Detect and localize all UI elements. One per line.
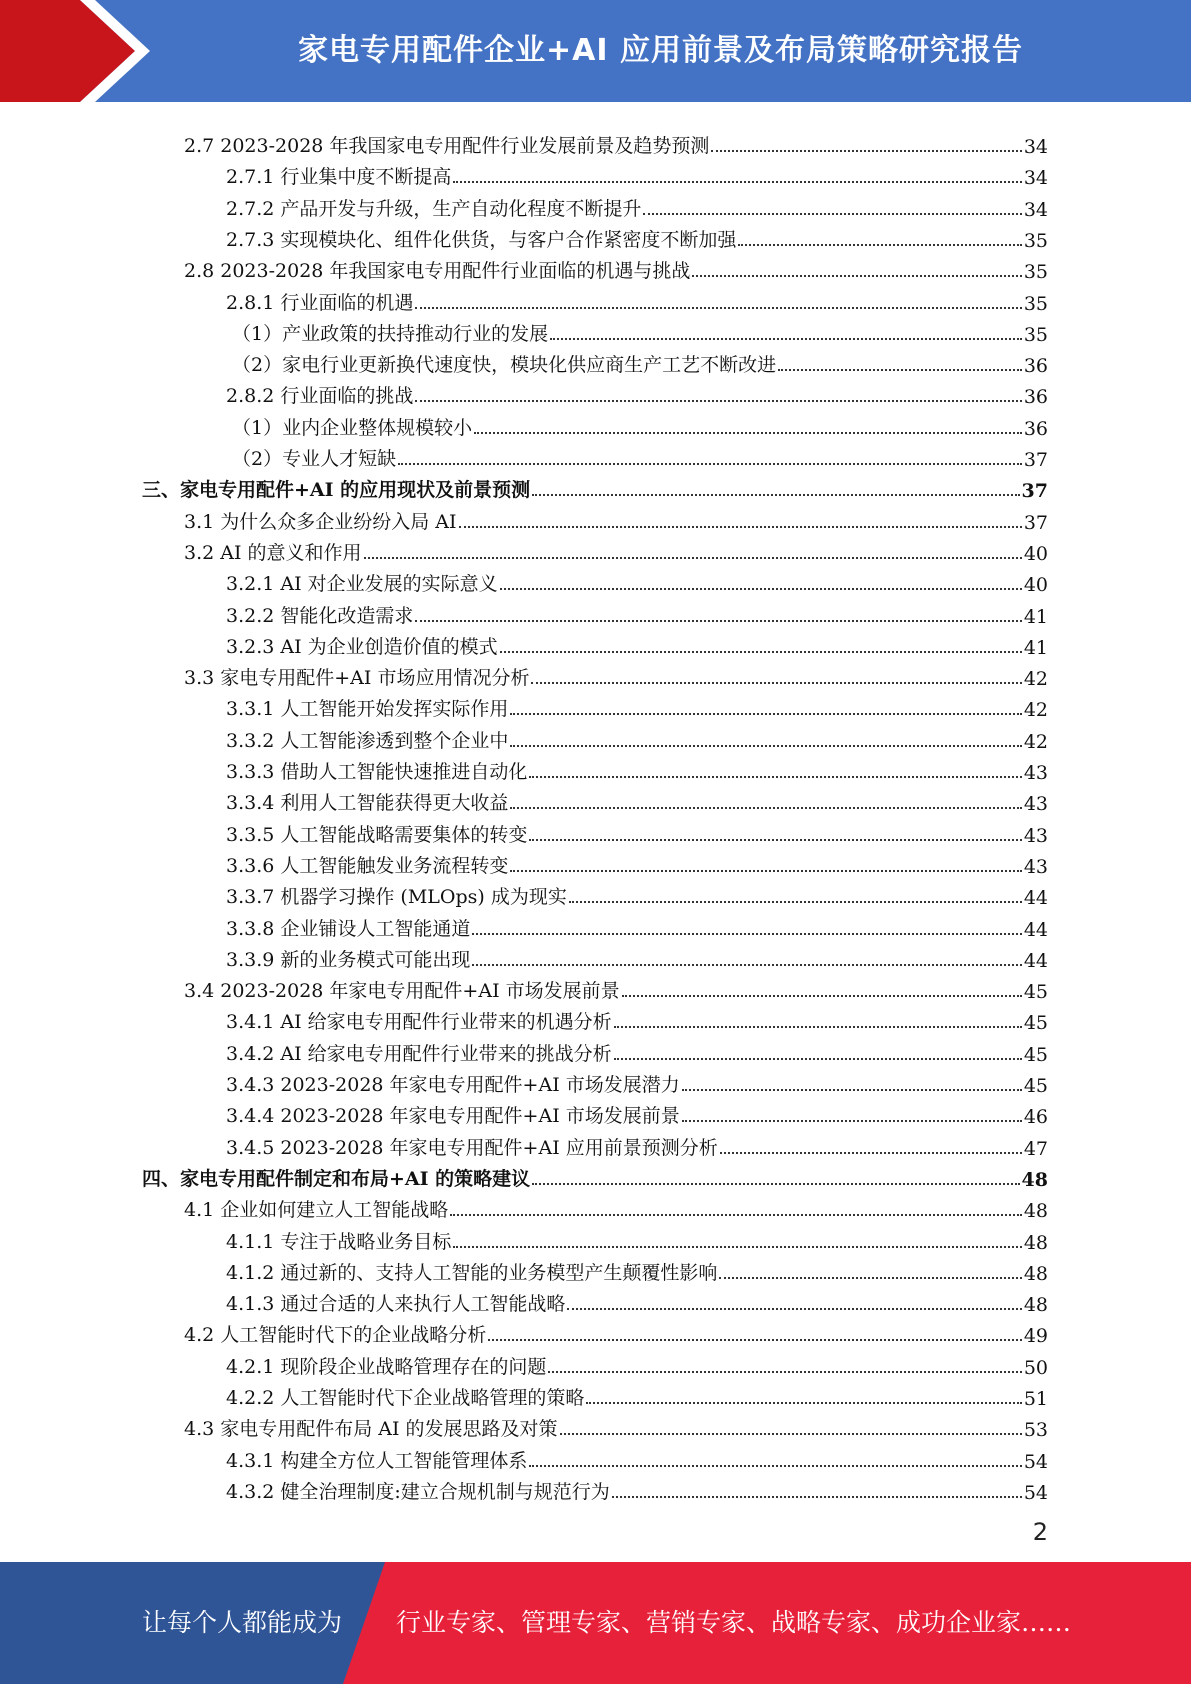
- toc-entry[interactable]: [226, 753, 1048, 784]
- toc-entry-page: 42: [1023, 730, 1048, 753]
- toc-entry-page: 43: [1023, 793, 1048, 816]
- toc-entry[interactable]: [226, 158, 1048, 189]
- toc-entry-page: 41: [1023, 636, 1048, 659]
- toc-leader-dots: [453, 181, 1021, 183]
- toc-entry-page: 46: [1023, 1106, 1048, 1129]
- toc-entry-label: 2.8.1 行业面临的机遇: [226, 291, 414, 314]
- toc-entry-label: 2.8.2 行业面临的挑战: [226, 385, 414, 408]
- toc-entry-page: 40: [1023, 542, 1048, 565]
- toc-entry-page: 37: [1023, 449, 1048, 471]
- toc-entry[interactable]: [142, 1160, 1048, 1191]
- footer-slogan-left: 让每个人都能成为: [142, 1608, 343, 1637]
- toc-entry[interactable]: [226, 941, 1048, 972]
- toc-leader-dots: [548, 1371, 1021, 1373]
- toc-leader-dots: [472, 964, 1021, 966]
- toc-entry[interactable]: [232, 346, 1048, 377]
- toc-entry-page: 37: [1023, 511, 1048, 534]
- toc-entry[interactable]: [226, 1223, 1048, 1254]
- toc-entry-label: 2.8 2023-2028 年我国家电专用配件行业面临的机遇与挑战: [184, 260, 691, 283]
- toc-leader-dots: [612, 1496, 1022, 1498]
- toc-entry[interactable]: [226, 722, 1048, 753]
- toc-entry[interactable]: [184, 503, 1048, 534]
- toc-entry-page: 40: [1023, 574, 1048, 597]
- toc-entry[interactable]: [226, 377, 1048, 408]
- footer-slogan-right: 行业专家、管理专家、营销专家、战略专家、成功企业家……: [396, 1608, 1072, 1637]
- toc-leader-dots: [532, 1183, 1019, 1185]
- toc-entry-label: 3.3.3 借助人工智能快速推进自动化: [226, 761, 528, 783]
- toc-leader-dots: [529, 1465, 1021, 1467]
- toc-entry[interactable]: [226, 284, 1048, 315]
- toc-leader-dots: [510, 807, 1021, 809]
- toc-leader-dots: [529, 839, 1021, 841]
- toc-entry[interactable]: [226, 847, 1048, 878]
- toc-leader-dots: [682, 1089, 1022, 1091]
- toc-entry[interactable]: [226, 1129, 1048, 1160]
- toc-leader-dots: [778, 369, 1022, 371]
- toc-entry-page: 50: [1023, 1356, 1048, 1379]
- page-number: 2: [1032, 1518, 1048, 1546]
- toc-entry-label: 4.2.1 现阶段企业战略管理存在的问题: [226, 1355, 547, 1378]
- toc-entry-label: 4.3 家电专用配件布局 AI 的发展思路及对策: [184, 1418, 558, 1441]
- toc-entry[interactable]: [226, 1442, 1048, 1473]
- toc-entry-page: 42: [1023, 699, 1048, 722]
- toc-entry-page: 35: [1023, 292, 1048, 315]
- toc-entry[interactable]: [226, 1097, 1048, 1128]
- toc-entry-page: 54: [1023, 1450, 1048, 1473]
- toc-leader-dots: [474, 432, 1022, 434]
- toc-entry[interactable]: [184, 1410, 1048, 1441]
- toc-entry-page: 34: [1023, 136, 1048, 158]
- toc-entry-page: 49: [1023, 1325, 1048, 1348]
- report-title: 家电专用配件企业+AI 应用前景及布局策略研究报告: [298, 33, 1023, 68]
- toc-entry-page: 45: [1023, 1043, 1048, 1066]
- toc-entry[interactable]: [226, 1285, 1048, 1316]
- toc-entry-page: 48: [1023, 1231, 1048, 1254]
- toc-leader-dots: [622, 995, 1022, 997]
- toc-entry-label: 4.2 人工智能时代下的企业战略分析: [184, 1324, 487, 1347]
- toc-entry[interactable]: [232, 315, 1048, 346]
- toc-leader-dots: [569, 901, 1022, 903]
- toc-entry[interactable]: [184, 1191, 1048, 1222]
- toc-entry-label: 2.7.2 产品开发与升级，生产自动化程度不断提升: [226, 197, 642, 220]
- toc-leader-dots: [614, 1058, 1022, 1060]
- toc-entry[interactable]: [226, 910, 1048, 941]
- toc-entry-page: 35: [1023, 229, 1048, 252]
- toc-entry-page: 42: [1023, 668, 1048, 691]
- toc-entry-page: 36: [1023, 417, 1048, 440]
- toc-entry-label: 3.4.4 2023-2028 年家电专用配件+AI 市场发展前景: [226, 1105, 680, 1128]
- toc-leader-dots: [711, 150, 1021, 152]
- toc-entry[interactable]: [226, 878, 1048, 909]
- toc-leader-dots: [719, 1277, 1021, 1279]
- toc-entry[interactable]: [142, 471, 1048, 502]
- toc-leader-dots: [550, 338, 1022, 340]
- toc-entry-label: 2.7.3 实现模块化、组件化供货，与客户合作紧密度不断加强: [226, 228, 737, 251]
- toc-entry[interactable]: [226, 1379, 1048, 1410]
- toc-leader-dots: [450, 1214, 1022, 1216]
- toc-entry[interactable]: [226, 1003, 1048, 1034]
- toc-entry-label: 3.3.7 机器学习操作 (MLOps) 成为现实: [226, 886, 567, 909]
- toc-leader-dots: [453, 1246, 1021, 1248]
- toc-entry-label: 4.1.2 通过新的、支持人工智能的业务模型产生颠覆性影响: [226, 1261, 718, 1284]
- toc-entry-page: 44: [1023, 918, 1048, 941]
- toc-entry-page: 48: [1023, 1294, 1048, 1317]
- toc-entry-page: 45: [1023, 1075, 1048, 1097]
- toc-entry-page: 43: [1023, 824, 1048, 847]
- toc-entry-label: 4.1 企业如何建立人工智能战略: [184, 1199, 449, 1222]
- toc-entry-label: （2）家电行业更新换代速度快，模块化供应商生产工艺不断改进: [232, 354, 777, 377]
- toc-entry-page: 45: [1023, 1012, 1048, 1035]
- toc-leader-dots: [398, 463, 1022, 465]
- toc-entry-label: 3.3 家电专用配件+AI 市场应用情况分析: [184, 667, 530, 690]
- toc-entry[interactable]: [226, 628, 1048, 659]
- toc-entry-label: 3.1 为什么众多企业纷纷入局 AI: [184, 510, 457, 533]
- toc-entry-label: 3.3.9 新的业务模式可能出现: [226, 948, 471, 971]
- toc-leader-dots: [364, 557, 1022, 559]
- toc-entry[interactable]: [226, 690, 1048, 721]
- toc-leader-dots: [415, 620, 1021, 622]
- toc-leader-dots: [529, 776, 1021, 778]
- toc-entry[interactable]: [232, 440, 1048, 471]
- toc-entry-label: 4.3.1 构建全方位人工智能管理体系: [226, 1449, 528, 1472]
- toc-leader-dots: [472, 933, 1021, 935]
- toc-entry[interactable]: [226, 597, 1048, 628]
- toc-leader-dots: [682, 1120, 1022, 1122]
- toc-entry-label: 4.2.2 人工智能时代下企业战略管理的策略: [226, 1387, 585, 1409]
- toc-leader-dots: [415, 400, 1021, 402]
- toc-entry-label: 3.4.5 2023-2028 年家电专用配件+AI 应用前景预测分析: [226, 1136, 718, 1159]
- toc-entry-page: 48: [1023, 1262, 1048, 1285]
- toc-leader-dots: [738, 244, 1021, 246]
- toc-leader-dots: [459, 526, 1022, 528]
- toc-leader-dots: [500, 588, 1022, 590]
- toc-leader-dots: [510, 713, 1021, 715]
- toc-entry-page: 37: [1021, 480, 1048, 503]
- page-footer: [0, 1562, 1191, 1684]
- toc-entry-label: （1）业内企业整体规模较小: [232, 416, 473, 439]
- toc-entry-label: 2.7 2023-2028 年我国家电专用配件行业发展前景及趋势预测: [184, 135, 710, 157]
- toc-entry-label: 三、家电专用配件+AI 的应用现状及前景预测: [142, 479, 531, 502]
- toc-entry-page: 43: [1023, 855, 1048, 878]
- page-header: [0, 0, 1191, 110]
- toc-entry-label: 3.2 AI 的意义和作用: [184, 541, 362, 564]
- toc-entry-label: 2.7.1 行业集中度不断提高: [226, 166, 452, 189]
- toc-entry-label: 3.3.6 人工智能触发业务流程转变: [226, 854, 509, 877]
- toc-entry-label: 4.1.3 通过合适的人来执行人工智能战略: [226, 1293, 566, 1316]
- toc-entry-page: 45: [1023, 981, 1048, 1004]
- toc-entry[interactable]: [184, 972, 1048, 1003]
- toc-entry[interactable]: [226, 816, 1048, 847]
- toc-entry-page: 34: [1023, 167, 1048, 190]
- toc-entry-label: 3.2.1 AI 对企业发展的实际意义: [226, 573, 498, 596]
- toc-entry-page: 54: [1023, 1481, 1048, 1504]
- toc-entry-page: 53: [1023, 1419, 1048, 1442]
- toc-entry-page: 41: [1023, 605, 1048, 628]
- toc-leader-dots: [643, 213, 1021, 215]
- toc-entry[interactable]: [184, 252, 1048, 283]
- toc-entry[interactable]: [226, 1035, 1048, 1066]
- toc-entry[interactable]: [184, 534, 1048, 565]
- toc-entry-page: 35: [1023, 261, 1048, 284]
- toc-entry[interactable]: [226, 784, 1048, 815]
- toc-entry[interactable]: [184, 1316, 1048, 1347]
- toc-entry-page: 43: [1023, 762, 1048, 784]
- toc-leader-dots: [692, 275, 1021, 277]
- toc-entry-label: 3.4.3 2023-2028 年家电专用配件+AI 市场发展潜力: [226, 1074, 680, 1096]
- toc-entry-label: 3.3.4 利用人工智能获得更大收益: [226, 792, 509, 815]
- toc-leader-dots: [488, 1339, 1022, 1341]
- toc-entry-label: 3.4 2023-2028 年家电专用配件+AI 市场发展前景: [184, 980, 620, 1003]
- toc-entry[interactable]: [226, 1348, 1048, 1379]
- toc-entry-label: 3.3.5 人工智能战略需要集体的转变: [226, 823, 528, 846]
- toc-entry[interactable]: [226, 565, 1048, 596]
- toc-leader-dots: [500, 651, 1022, 653]
- toc-entry-page: 36: [1023, 386, 1048, 409]
- toc-entry-page: 36: [1023, 355, 1048, 378]
- toc-entry-label: 3.4.2 AI 给家电专用配件行业带来的挑战分析: [226, 1042, 612, 1065]
- toc-entry[interactable]: [226, 221, 1048, 252]
- toc-leader-dots: [510, 745, 1021, 747]
- toc-leader-dots: [531, 682, 1021, 684]
- toc-entry-page: 34: [1023, 198, 1048, 221]
- toc-leader-dots: [532, 494, 1019, 496]
- toc-entry-label: 3.4.1 AI 给家电专用配件行业带来的机遇分析: [226, 1011, 612, 1034]
- toc-entry-label: 3.3.2 人工智能渗透到整个企业中: [226, 729, 509, 752]
- toc-entry-label: （2）专业人才短缺: [232, 448, 397, 470]
- toc-leader-dots: [720, 1152, 1022, 1154]
- toc-leader-dots: [560, 1433, 1022, 1435]
- toc-entry-page: 48: [1021, 1168, 1048, 1191]
- toc-entry-label: 3.3.8 企业铺设人工智能通道: [226, 917, 471, 940]
- toc-entry-label: （1）产业政策的扶持推动行业的发展: [232, 322, 549, 345]
- toc-entry-page: 47: [1023, 1137, 1048, 1160]
- toc-leader-dots: [567, 1308, 1021, 1310]
- toc-entry[interactable]: [226, 1066, 1048, 1097]
- toc-entry[interactable]: [226, 1473, 1048, 1504]
- toc-entry-page: 44: [1023, 887, 1048, 910]
- toc-leader-dots: [510, 870, 1021, 872]
- toc-entry[interactable]: [226, 1254, 1048, 1285]
- toc-entry-page: 35: [1023, 323, 1048, 346]
- toc-entry[interactable]: [232, 409, 1048, 440]
- toc-entry[interactable]: [184, 659, 1048, 690]
- toc-entry-label: 四、家电专用配件制定和布局+AI 的策略建议: [142, 1167, 531, 1190]
- toc-leader-dots: [614, 1026, 1022, 1028]
- toc-entry[interactable]: [184, 127, 1048, 158]
- toc-entry-label: 4.1.1 专注于战略业务目标: [226, 1230, 452, 1253]
- toc-entry-label: 3.2.3 AI 为企业创造价值的模式: [226, 635, 498, 658]
- toc-entry-label: 3.3.1 人工智能开始发挥实际作用: [226, 698, 509, 721]
- toc-entry[interactable]: [226, 190, 1048, 221]
- toc-leader-dots: [586, 1402, 1021, 1404]
- toc-entry-label: 3.2.2 智能化改造需求: [226, 604, 414, 627]
- toc-leader-dots: [415, 307, 1021, 309]
- toc-entry-page: 51: [1023, 1388, 1048, 1410]
- toc-entry-page: 44: [1023, 949, 1048, 972]
- toc-entry-label: 4.3.2 健全治理制度:建立合规机制与规范行为: [226, 1480, 610, 1503]
- toc-entry-page: 48: [1023, 1200, 1048, 1223]
